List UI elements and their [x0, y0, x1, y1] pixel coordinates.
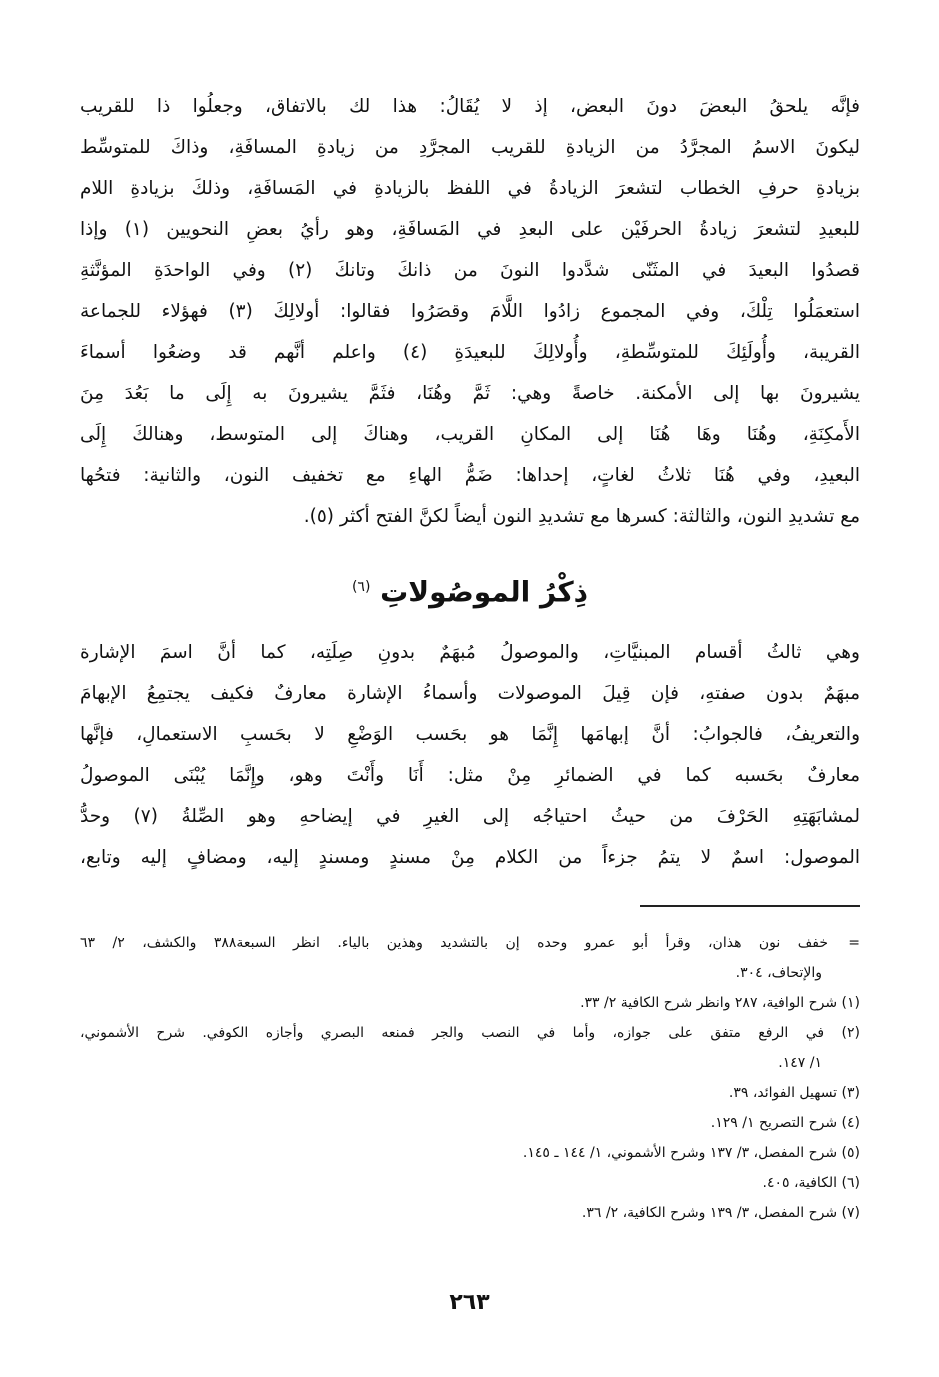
text-line: القريبة، وأُولَئِكَ للمتوسِّطةِ، وأُولالِكَ للبعيدَةِ (٤) واعلم أنَّهم قد وضعُوا أسماءَ — [80, 342, 860, 363]
text-line: للبعيدِ لتشعرَ زيادةُ الحرفَيْن على البعدِ في المَسافَةِ، وهو رأيُ بعضِ النحويين (١) وإذا — [80, 219, 860, 240]
paragraph-relatives — [80, 632, 860, 878]
text-line: مبهَمٌ بدون صفتهِ، فإن قِيلَ الموصولات وأسماءُ الإشارة معارفٌ فكيف يجتمِعُ الإبهامَ — [80, 683, 860, 704]
text-line: لمشابَهَتِهِ الحَرْفَ من حيثُ احتياجُه إلى الغيرِ في إيضاحهِ وهو الصِّلةُ (٧) وحدُّ — [80, 806, 860, 827]
section-heading — [80, 565, 860, 614]
text-line: مع تشديدِ النون، والثالثة: كسرها مع تشديدِ النون أيضاً لكنَّ الفتح أكثر (٥). — [303, 506, 860, 527]
text-line: وهي ثالثُ أقسام المبنيَّاتِ، والموصولُ مُبهَمٌ بدونِ صِلَتِه، كما أنَّ اسمَ الإشارة — [80, 642, 860, 663]
text-line: ليكونَ الاسمُ المجرَّدُ من الزيادةِ للقريب المجرَّدِ من زيادةِ المسافَةِ، وذاكَ للمتوسِّط — [80, 137, 860, 158]
footnote-7: (٧) شرح المفصل، ٣/ ١٣٩ وشرح الكافية، ٢/ ٣٦. — [581, 1205, 860, 1221]
text-line: بزيادةِ حرفِ الخطاب لتشعرَ الزيادةُ في اللفظ بالزيادةِ في المَسافَةِ، وذلكَ بزيادةِ اللام — [80, 178, 860, 199]
text-line: والتعريفُ، فالجوابُ: أنَّ إبهامَها إِنَّمَا هو بحَسب الوَضْعِ لا بحَسبِ الاستعمالِ، فإنَّها — [80, 724, 860, 745]
footnote-continuation — [80, 928, 860, 958]
footnote-3: (٣) تسهيل الفوائد، ٣٩. — [728, 1085, 860, 1101]
text-line: البعيدِ، وفي هُنَا ثلاثُ لغاتٍ، إحداها: ضَمُّ الهاءِ مع تخفيف النون، والثانية: فتحُها — [80, 465, 860, 486]
footnote-1: (١) شرح الوافية، ٢٨٧ وانظر شرح الكافية ٢/ ٣٣. — [580, 995, 860, 1011]
footnote-4: (٤) شرح التصريح ١/ ١٢٩. — [710, 1115, 860, 1131]
text-line: يشيرونَ بها إلى الأمكنة. خاصةً وهي: ثَمَّ وهُنَا، فثَمَّ يشيرونَ به إِلَى ما بَعُدَ مِنَ — [80, 383, 860, 404]
footnote-5: (٥) شرح المفصل، ٣/ ١٣٧ وشرح الأشموني، ١/ ١٤٤ ـ ١٤٥. — [522, 1145, 860, 1161]
footnote-reference: (٦) — [351, 579, 371, 595]
footnote-2: (٢) في الرفع متفق على جوازه، وأما في النصب والجر فمنعه البصري وأجازه الكوفي. شرح الأشموني، — [80, 1025, 860, 1041]
footnotes — [80, 928, 860, 1228]
continuation-marker: = — [848, 935, 860, 951]
text-line: فإنَّه يلحقُ البعضَ دونَ البعض، إذ لا يُقَالُ: هذا لك بالاتفاق، وجعلُوا ذا للقريب — [80, 96, 860, 117]
text-line: الموصول: اسمٌ لا يتمُ جزءاً من الكلام مِنْ مسندٍ ومسندٍ إليه، ومضافٍ إليه وتابع، — [80, 847, 860, 868]
page-number: ٢٦٣ — [449, 1290, 490, 1315]
footnote-divider — [640, 905, 860, 907]
text-line: الأَمكِنَةِ، وهُنَا وهَا هُنَا إلى المكانِ القريب، وهناكَ إلى المتوسط، وهنالكَ إِلَى — [80, 424, 860, 445]
text-line: قصدُوا البعيدَ في المثَنّى شدَّدوا النونَ من ذانكَ وتانكَ (٢) وفي الواحدَةِ المؤنَّثةِ — [80, 260, 860, 281]
footnote-continuation-line: والإتحاف، ٣٠٤. — [735, 965, 822, 981]
text-line: معارفٌ بحَسبه كما في الضمائرِ مِنْ مثل: أَنَا وأَنْتَ وهو، وإِنَّمَا يُبْنَى الموصولُ — [80, 765, 860, 786]
footnote-2-continuation: ١/ ١٤٧. — [778, 1055, 822, 1071]
paragraph-demonstratives — [80, 86, 860, 537]
footnote-6: (٦) الكافية، ٤٠٥. — [762, 1175, 860, 1191]
text-line: استعمَلُوا تِلْكَ، وفي المجموع زادُوا اللَّامَ وقصَرُوا فقالوا: أولالِكَ (٣) فهؤلاء للجماعة — [80, 301, 860, 322]
section-heading-text: ذِكْرُ الموصُولاتِ — [380, 575, 589, 609]
footnote-text: خفف نون هذان، وقرأ أبو عمرو وحده إن بالتشديد وهذين بالياء. انظر السبعة٣٨٨ والكشف، ٢/ ٦٣ — [80, 935, 828, 951]
